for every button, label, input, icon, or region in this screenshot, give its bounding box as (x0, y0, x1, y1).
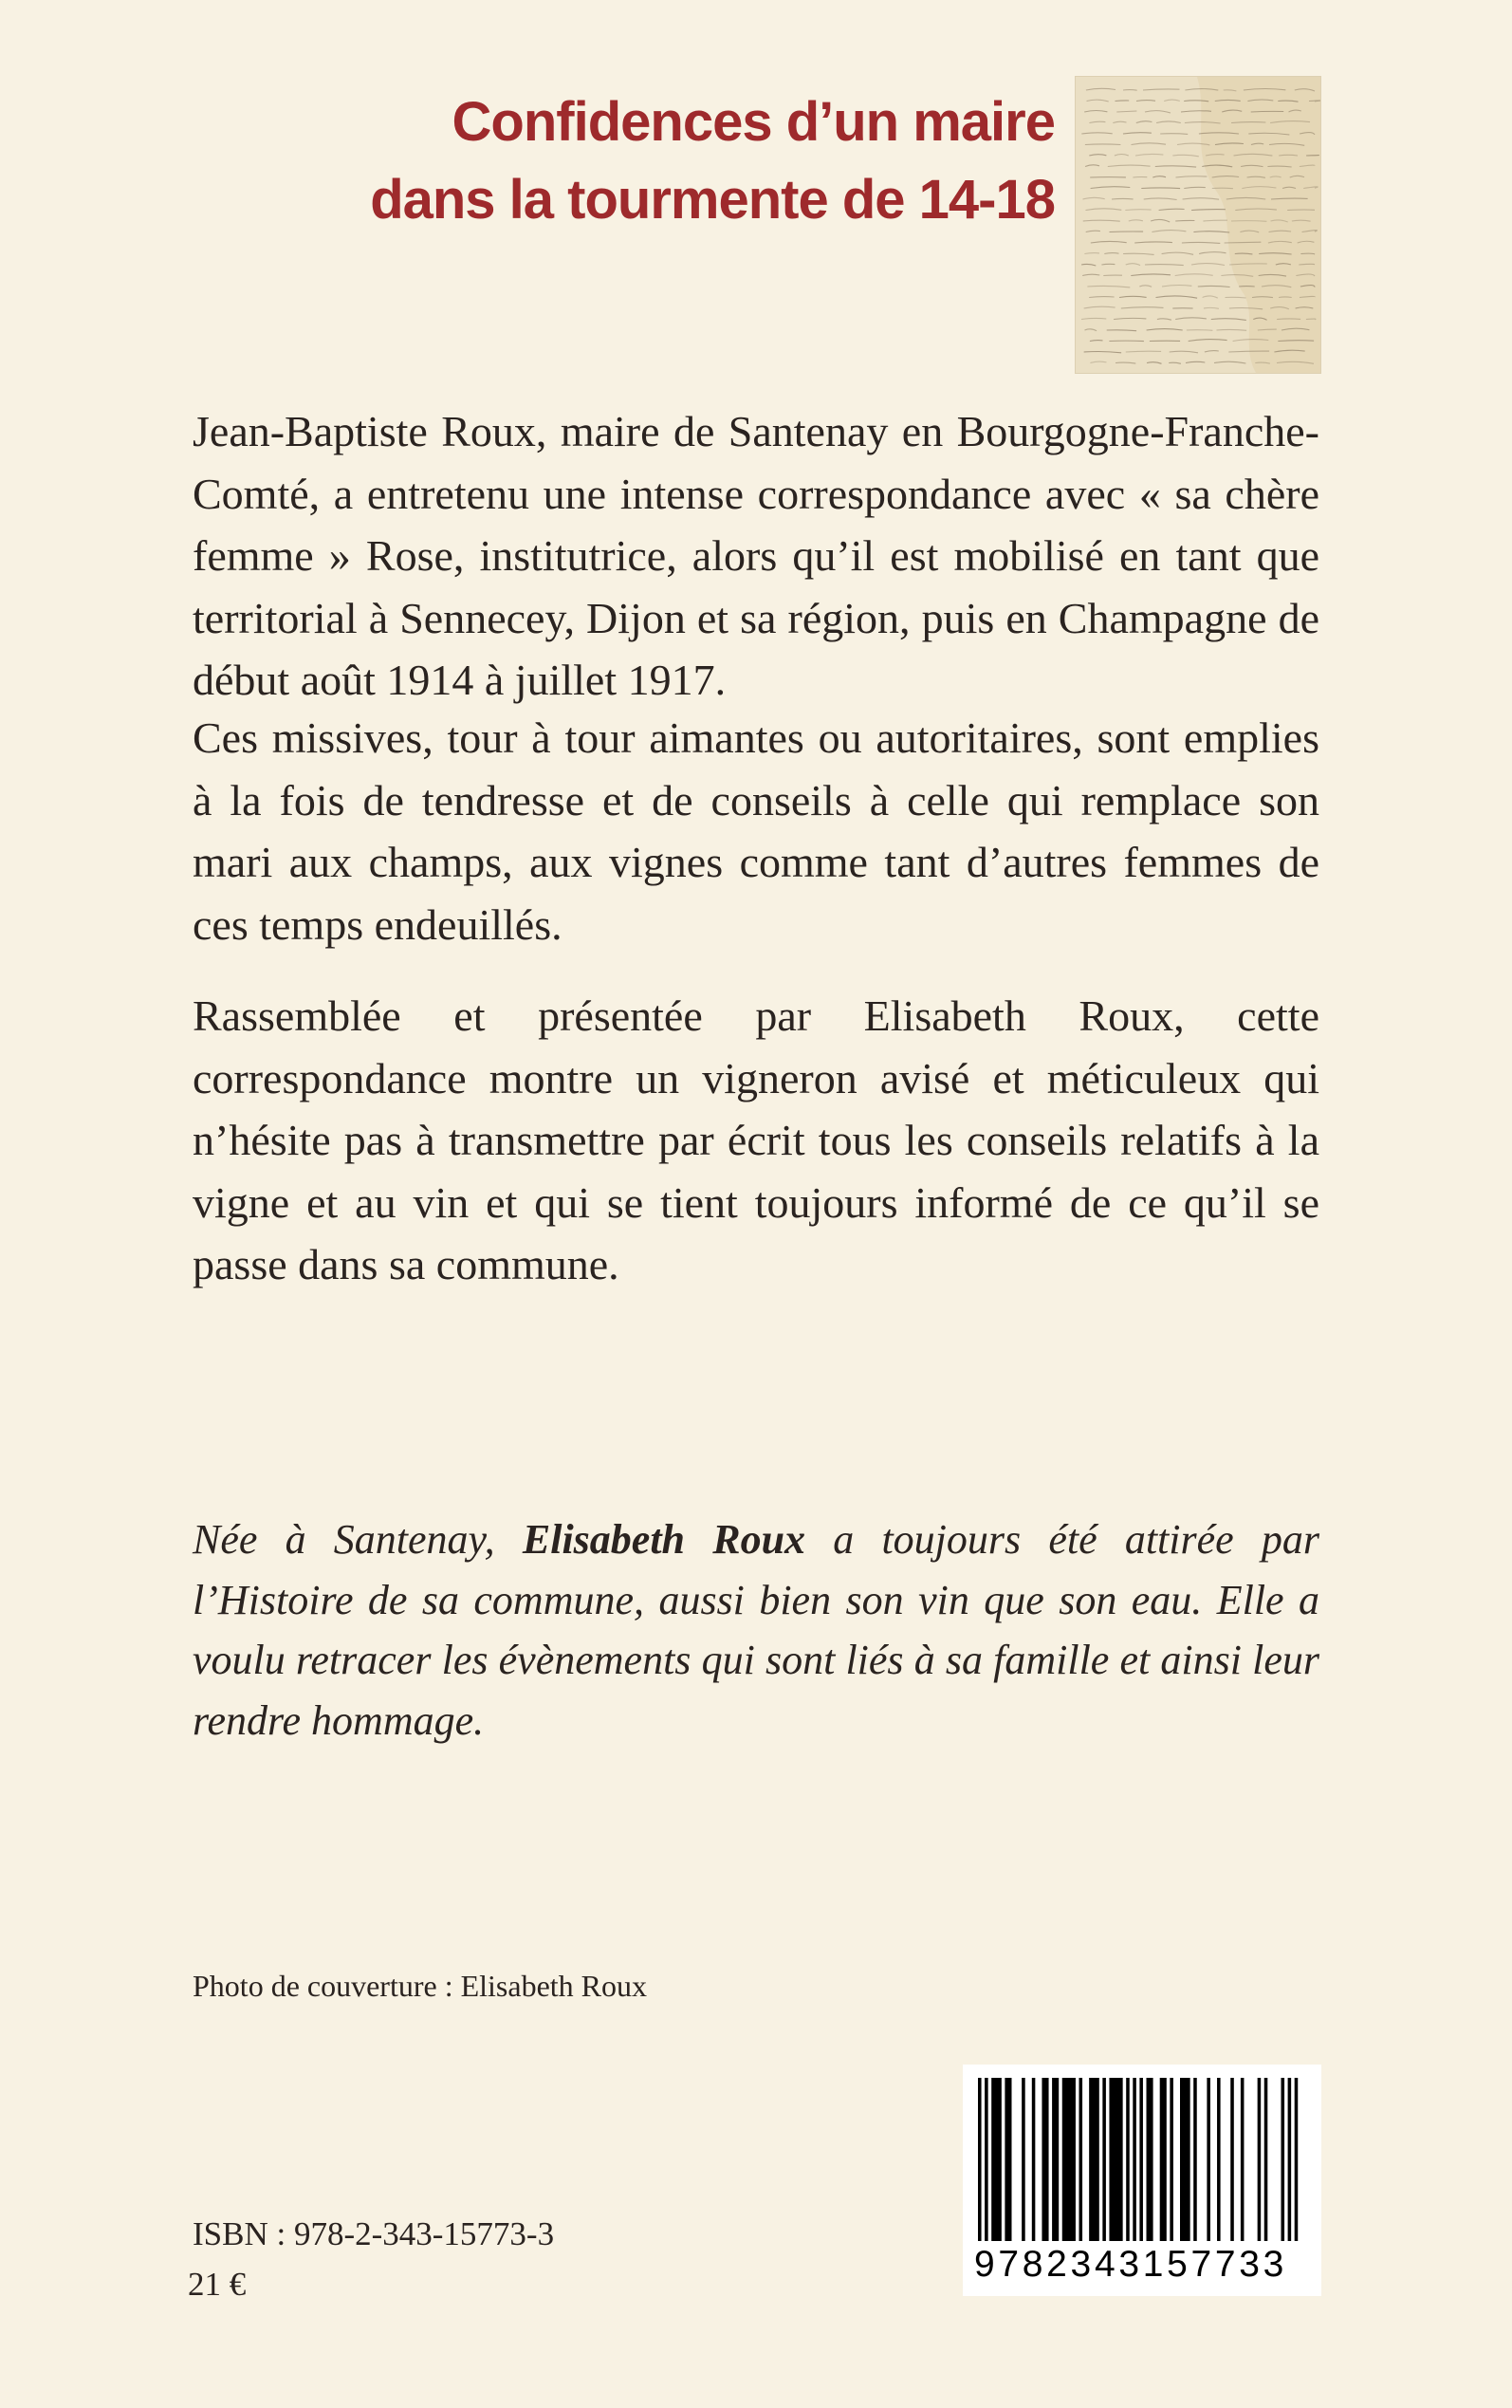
barcode-bar (1062, 2078, 1076, 2241)
barcode-bar (1139, 2078, 1143, 2241)
summary-paragraph-2: Ces missives, tour à tour aimantes ou autoritaires, sont emplies à la fois de tendresse et de conseils à celle qui remplace son mari aux champs, aux vignes comme tant d’autres femmes de ces temps endeuillés. (193, 713, 1319, 949)
barcode (963, 2065, 1321, 2296)
barcode-bar (1109, 2078, 1122, 2241)
barcode-bar (1052, 2078, 1059, 2241)
author-bio-intro: Née à Santenay, (193, 1516, 523, 1563)
author-name: Elisabeth Roux (522, 1516, 806, 1563)
summary-paragraph-1: Jean-Baptiste Roux, maire de Santenay en Bourgogne-Franche-Comté, a entretenu une intense correspondance avec « sa chère femme » Rose, institutrice, alors qu’il est mobilisé en tant que territorial à Sennecey, Dijon et sa région, puis en Champagne de début août 1914 à juillet 1917. (193, 407, 1319, 704)
barcode-bar (1288, 2078, 1292, 2241)
barcode-bar (1241, 2078, 1245, 2241)
price: 21 € (188, 2266, 247, 2303)
barcode-bar (1160, 2078, 1167, 2241)
summary-paragraph-3: Rassemblée et présentée par Elisabeth Roux, cette correspondance montre un vigneron avisé et méticuleux qui n’hésite pas à transmettre par écrit tous les conseils relatifs à la vigne et au vin et qui se tient toujours informé de ce qu’il se passe dans sa commune. (193, 991, 1319, 1288)
barcode-bar (1295, 2078, 1299, 2241)
barcode-bar (1264, 2078, 1268, 2241)
barcode-bar (1217, 2078, 1221, 2241)
photo-credit: Photo de couverture : Elisabeth Roux (193, 1969, 648, 2003)
title-line-2: dans la tourmente de 14-18 (370, 169, 1055, 231)
barcode-bar (1005, 2078, 1011, 2241)
barcode-bar (1258, 2078, 1262, 2241)
author-bio-text: a toujours été attirée par l’Histoire de sa commune, aussi bien son vin que son eau. Elle a voulu retracer les évènements qui sont liés à sa famille et ainsi leur rendre hommage. (193, 1516, 1320, 1744)
barcode-bar (1022, 2078, 1025, 2241)
barcode-bar (1282, 2078, 1285, 2241)
isbn: ISBN : 978-2-343-15773-3 (193, 2215, 555, 2252)
barcode-bar (1042, 2078, 1048, 2241)
barcode-bar (1180, 2078, 1190, 2241)
barcode-bar (1133, 2078, 1136, 2241)
title-line-1: Confidences d’un maire (452, 91, 1055, 153)
barcode-bar (1170, 2078, 1173, 2241)
barcode-bar (1230, 2078, 1234, 2241)
barcode-bar (1193, 2078, 1197, 2241)
barcode-bar (1102, 2078, 1106, 2241)
barcode-bar (1126, 2078, 1130, 2241)
author-bio (193, 1510, 1319, 1750)
barcode-bar (978, 2078, 982, 2241)
barcode-bar (985, 2078, 988, 2241)
book-title (285, 83, 1055, 239)
barcode-bar (1032, 2078, 1036, 2241)
barcode-bar (1089, 2078, 1099, 2241)
handwritten-letter-image (1075, 76, 1321, 374)
barcode-bar (1147, 2078, 1153, 2241)
barcode-bar (1079, 2078, 1083, 2241)
barcode-bar (1207, 2078, 1210, 2241)
barcode-digits: 9782343157733 (974, 2244, 1288, 2285)
barcode-bar (991, 2078, 1002, 2241)
